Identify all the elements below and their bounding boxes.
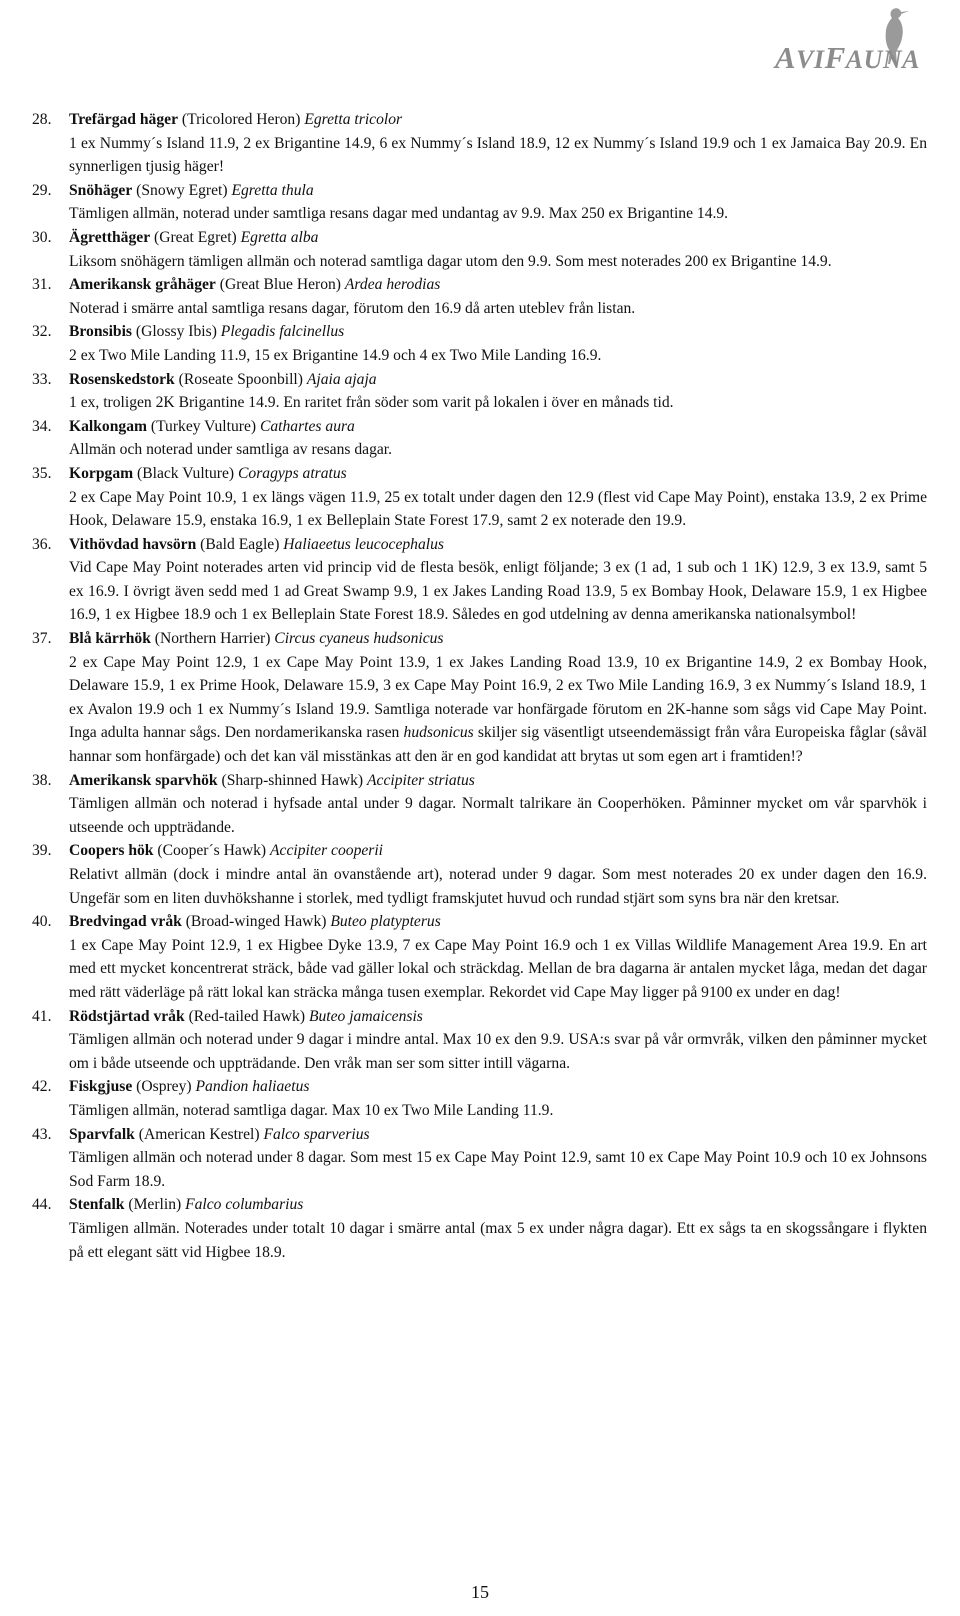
swedish-name: Fiskgjuse [69,1078,133,1096]
english-name: (Great Blue Heron) [219,276,341,294]
entry-body [69,769,927,840]
observation-text: Tämligen allmän, noterad samtliga dagar. Max 10 ex Two Mile Landing 11.9. [69,1101,554,1119]
observation-text: Tämligen allmän, noterad under samtliga resans dagar med undantag av 9.9. Max 250 ex Brigantine 14.9. [69,205,729,223]
entry-body [69,179,927,226]
scientific-name: Cathartes aura [259,417,355,435]
observation-text: Relativt allmän (dock i mindre antal än ovanstående art), noterad under 9 dagar. Som mest noterades 20 ex under dagen den 16.9. Ungefär som en liten duvhökshanne i storlek, med tydligt framskjutet huvud och rundad stjärt som syns bra när den kretsar. [69,866,927,907]
entry-number: 36. [32,535,52,553]
species-title [69,533,927,557]
entry-body [69,108,927,179]
english-name: (Bald Eagle) [200,535,280,553]
observation-text: 2 ex Cape May Point 12.9, 1 ex Cape May Point 13.9, 1 ex Jakes Landing Road 13.9, 10 ex Brigantine 14.9, 2 ex Bombay Hook, Delaware 15.9, 1 ex Prime Hook, Delaware 15.9, 3 ex Cape May Point 16.9, 2 ex Two Mile Landing 16.9, 3 ex Nummy´s Island 18.9, 1 ex Avalon 19.9 och 1 ex Nummy´s Island 19.9. Samtliga noterade var honfärgade förutom en 2K-hanne som sågs vid Cape May Point. Inga adulta hannar sågs. Den nordamerikanska rasen hudsonicus skiljer sig väsentligt utseendemässigt från våra Europeiska fåglar (såväl hannar som honfärgade) och det kan väl misstänkas att den är en god kandidat att brytas ut som egen art i framtiden!? [69,653,927,766]
species-entry [32,368,927,415]
page-number: 15 [471,1582,489,1602]
english-name: (Snowy Egret) [136,181,228,199]
entry-number: 37. [32,630,52,648]
entry-number: 43. [32,1125,52,1143]
entry-number: 39. [32,842,52,860]
species-entry [32,627,927,769]
scientific-name: Accipiter striatus [367,771,475,789]
swedish-name: Kalkongam [69,417,147,435]
entry-number: 40. [32,913,52,931]
species-entry [32,1075,927,1122]
entry-body [69,910,927,1004]
swedish-name: Blå kärrhök [69,630,151,648]
species-title [69,910,927,934]
species-entry [32,910,927,1004]
species-entry [32,462,927,533]
english-name: (Glossy Ibis) [135,323,217,341]
scientific-name: Plegadis falcinellus [220,323,345,341]
species-entry [32,179,927,226]
swedish-name: Ägretthäger [69,228,151,246]
scientific-name: Falco columbarius [185,1196,304,1214]
english-name: (Sharp-shinned Hawk) [221,771,364,789]
scientific-name: Coragyps atratus [238,464,347,482]
scientific-name: Circus cyaneus hudsonicus [274,630,444,648]
english-name: (Roseate Spoonbill) [178,370,303,388]
entry-number: 32. [32,323,52,341]
observation-text: 2 ex Cape May Point 10.9, 1 ex längs vägen 11.9, 25 ex totalt under dagen den 12.9 (flest vid Cape May Point), enstaka 13.9, 2 ex Prime Hook, Delaware 15.9, enstaka 16.9, 1 ex Belleplain State Forest 17.9, samt 2 ex noterade den 19.9. [69,488,927,530]
entry-number: 42. [32,1078,52,1096]
observation-text: Tämligen allmän och noterad under 8 dagar. Som mest 15 ex Cape May Point 12.9, samt 10 ex Cape May Point 10.9 och 10 ex Johnsons Sod Farm 18.9. [69,1149,927,1190]
species-title [69,179,927,203]
scientific-name: Buteo jamaicensis [308,1007,423,1025]
scientific-name: Buteo platypterus [330,913,441,931]
species-entry [32,769,927,840]
entry-body [69,533,927,627]
observation-text: Liksom snöhägern tämligen allmän och noterad samtliga dagar utom den 9.9. Som mest noterades 200 ex Brigantine 14.9. [69,252,832,270]
scientific-name: Pandion haliaetus [195,1078,310,1096]
english-name: (Merlin) [128,1196,182,1214]
entry-number: 34. [32,417,52,435]
english-name: (American Kestrel) [138,1125,260,1143]
english-name: (Northern Harrier) [154,630,271,648]
observation-text: Allmän och noterad under samtliga av resans dagar. [69,441,393,459]
entry-number: 44. [32,1196,52,1214]
observation-text: 1 ex, troligen 2K Brigantine 14.9. En raritet från söder som varit på lokalen i över en månads tid. [69,394,674,412]
english-name: (Great Egret) [154,228,237,246]
observation-text: Tämligen allmän och noterad under 9 dagar i mindre antal. Max 10 ex den 9.9. USA:s svar på vår ormvråk, vilken den påminner mycket om i både utseende och uppträdande. Den vråk man ser som sitter intill vägarna. [69,1031,927,1072]
swedish-name: Amerikansk sparvhök [69,771,218,789]
entry-body [69,627,927,769]
swedish-name: Rosenskedstork [69,370,175,388]
species-entry [32,1005,927,1076]
species-entry [32,1193,927,1264]
scientific-name: Ajaia ajaja [306,370,377,388]
entry-number: 30. [32,228,52,246]
swedish-name: Korpgam [69,464,134,482]
observation-text: 1 ex Nummy´s Island 11.9, 2 ex Brigantine 14.9, 6 ex Nummy´s Island 18.9, 12 ex Nummy´s Island 19.9 och 1 ex Jamaica Bay 20.9. En synnerligen tjusig häger! [69,134,927,176]
species-entry [32,839,927,910]
scientific-name: Egretta tricolor [304,111,403,128]
scientific-name: Egretta thula [231,181,314,199]
species-title [69,1123,927,1147]
species-entry [32,226,927,273]
swedish-name: Trefärgad häger [69,111,178,128]
entry-number: 33. [32,370,52,388]
observation-text: 2 ex Two Mile Landing 11.9, 15 ex Brigantine 14.9 och 4 ex Two Mile Landing 16.9. [69,346,602,364]
scientific-name: Falco sparverius [263,1125,370,1143]
english-name: (Black Vulture) [137,464,235,482]
entry-body [69,368,927,415]
entry-body [69,839,927,910]
entry-body [69,1193,927,1264]
english-name: (Broad-winged Hawk) [185,913,327,931]
species-title [69,627,927,651]
observation-text: Vid Cape May Point noterades arten vid princip vid de flesta besök, enligt följande; 3 ex (1 ad, 1 sub och 1 1K) 12.9, 3 ex 13.9, samt 5 ex 16.9. I övrigt även sedd med 1 ad Great Swamp 9.9, 1 ex Jakes Landing Road 13.9, 5 ex Bombay Hook, Delaware 15.9, 1 ex Higbee 16.9, 1 ex Higbee 18.9 och 1 ex Belleplain State Forest 18.9. Således en god utdelning av denna amerikanska nationalsymbol! [69,559,927,624]
swedish-name: Bredvingad vråk [69,913,182,931]
swedish-name: Coopers hök [69,842,154,860]
logo-wordmark: AVIFAUNA [774,40,920,75]
species-title [69,273,927,297]
entry-body [69,1005,927,1076]
species-entry [32,533,927,627]
entry-number: 29. [32,181,52,199]
species-title [69,320,927,344]
english-name: (Turkey Vulture) [150,417,257,435]
entry-number: 28. [32,111,52,128]
species-entry [32,108,927,179]
species-title [69,1075,927,1099]
entry-body [69,415,927,462]
scientific-name: Haliaeetus leucocephalus [283,535,444,553]
english-name: (Osprey) [136,1078,192,1096]
entry-number: 31. [32,276,52,294]
species-list [32,108,927,1264]
swedish-name: Rödstjärtad vråk [69,1007,185,1025]
entry-body [69,273,927,320]
english-name: (Tricolored Heron) [181,111,301,128]
scientific-name: Accipiter cooperii [270,842,384,860]
species-title [69,462,927,486]
entry-number: 35. [32,464,52,482]
swedish-name: Snöhäger [69,181,133,199]
species-entry [32,320,927,367]
swedish-name: Amerikansk gråhäger [69,276,216,294]
species-title [69,1193,927,1217]
entry-number: 41. [32,1007,52,1025]
swedish-name: Sparvfalk [69,1125,135,1143]
avifauna-logo [720,6,920,76]
species-title [69,1005,927,1029]
observation-text: 1 ex Cape May Point 12.9, 1 ex Higbee Dyke 13.9, 7 ex Cape May Point 16.9 och 1 ex Villas Wildlife Management Area 19.9. En art med ett mycket koncentrerat sträck, både vad gäller lokal och sträckdag. Mellan de bra dagarna är antalen mycket låga, medan det dagar med rätt väderläge på rätt lokal kan sträcka många tusen exemplar. Rekordet vid Cape May ligger på 9100 ex under en dag! [69,936,927,1001]
entry-body [69,1123,927,1194]
species-title [69,226,927,250]
english-name: (Red-tailed Hawk) [188,1007,306,1025]
species-entry [32,415,927,462]
swedish-name: Vithövdad havsörn [69,535,197,553]
entry-body [69,1075,927,1122]
scientific-name: Ardea herodias [344,276,441,294]
english-name: (Cooper´s Hawk) [157,842,267,860]
entry-body [69,320,927,367]
species-title [69,368,927,392]
species-entry [32,273,927,320]
observation-text: Noterad i smärre antal samtliga resans dagar, förutom den 16.9 då arten uteblev från listan. [69,299,636,317]
species-title [69,415,927,439]
observation-text: Tämligen allmän. Noterades under totalt 10 dagar i smärre antal (max 5 ex under några dagar). Ett ex sågs ta en skogssångare i flykten på ett elegant sätt vid Higbee 18.9. [69,1219,927,1261]
species-title [69,108,927,132]
scientific-name: Egretta alba [240,228,319,246]
species-title [69,839,927,863]
species-entry [32,1123,927,1194]
species-title [69,769,927,793]
observation-text: Tämligen allmän och noterad i hyfsade antal under 9 dagar. Normalt talrikare än Cooperhöken. Påminner mycket om vår sparvhök i utseende och uppträdande. [69,795,927,836]
swedish-name: Stenfalk [69,1196,125,1214]
entry-body [69,226,927,273]
entry-body [69,462,927,533]
entry-number: 38. [32,771,52,789]
swedish-name: Bronsibis [69,323,132,341]
